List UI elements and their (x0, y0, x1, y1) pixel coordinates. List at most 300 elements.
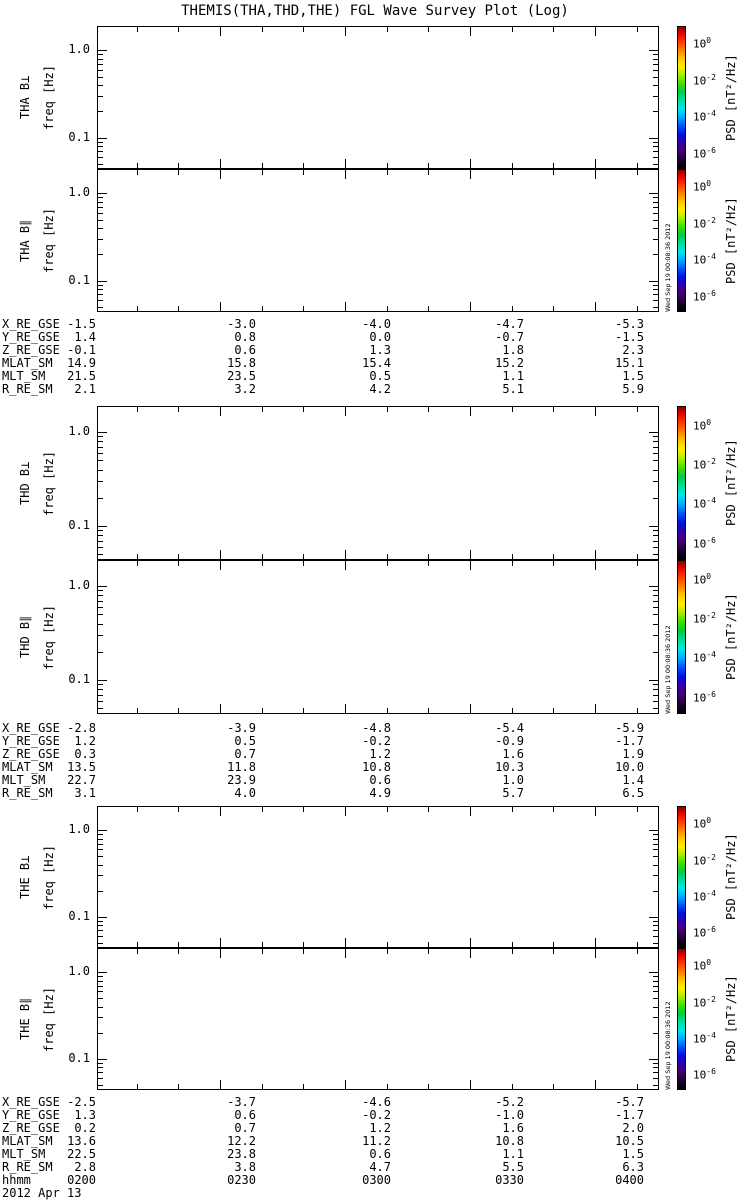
x-tick (595, 807, 596, 816)
ephemeris-row-label: Z_RE_GSE (2, 1121, 60, 1135)
ephemeris-value: -3.0 (227, 317, 256, 331)
y-tick (653, 1072, 658, 1073)
y-tick (653, 70, 658, 71)
y-tick (649, 586, 658, 587)
ephemeris-value: 0.8 (234, 330, 256, 344)
colorbar-tick-label: $10^{-2}$ (693, 216, 716, 231)
ephemeris-value: 1.2 (74, 734, 96, 748)
y-tick (98, 202, 103, 203)
y-tick (98, 285, 103, 286)
x-tick (637, 170, 638, 175)
ephemeris-value: 1.0 (502, 773, 524, 787)
ephemeris-value: 0.3 (74, 747, 96, 761)
y-tick (98, 839, 103, 840)
y-tick (653, 839, 658, 840)
y-tick (98, 689, 103, 690)
ephemeris-value: 10.5 (615, 1134, 644, 1148)
ephemeris-row-label: X_RE_GSE (2, 721, 60, 735)
ephemeris-row-label: Z_RE_GSE (2, 747, 60, 761)
y-tick (653, 541, 658, 542)
x-tick (178, 708, 179, 713)
y-tick (653, 684, 658, 685)
x-tick (345, 159, 346, 168)
ephemeris-value: -2.5 (67, 1095, 96, 1109)
y-tick (653, 607, 658, 608)
ephemeris-value: 10.8 (495, 1134, 524, 1148)
y-tick (649, 50, 658, 51)
ephemeris-value: 13.5 (67, 760, 96, 774)
y-tick (98, 695, 103, 696)
x-tick (428, 163, 429, 168)
y-tick (653, 146, 658, 147)
y-tick (98, 1085, 103, 1086)
y-tick (98, 70, 103, 71)
x-tick (303, 807, 304, 812)
y-tick (653, 164, 658, 165)
x-tick (262, 1084, 263, 1089)
panel-label: THA B⊥ (18, 75, 32, 120)
x-tick (303, 163, 304, 168)
x-tick (387, 306, 388, 311)
ephemeris-row-label: R_RE_SM (2, 382, 53, 396)
y-tick (653, 708, 658, 709)
colorbar-tick-label: $10^{-2}$ (693, 73, 716, 88)
y-tick (98, 1078, 103, 1079)
x-tick (470, 170, 471, 179)
y-tick (653, 875, 658, 876)
y-tick (98, 441, 103, 442)
y-tick (98, 447, 103, 448)
y-tick (653, 614, 658, 615)
x-tick (595, 1080, 596, 1089)
x-tick (220, 170, 221, 179)
y-tick (653, 54, 658, 55)
y-tick (98, 976, 103, 977)
ephemeris-value: 6.3 (622, 1160, 644, 1174)
x-tick (137, 1084, 138, 1089)
ephemeris-value: 1.2 (369, 747, 391, 761)
y-tick-label: 0.1 (68, 130, 90, 144)
ephemeris-value: 22.5 (67, 1147, 96, 1161)
ephemeris-value: 0.6 (234, 1108, 256, 1122)
x-tick (303, 554, 304, 559)
y-tick (653, 652, 658, 653)
ephemeris-row-label: Z_RE_GSE (2, 343, 60, 357)
y-tick (653, 213, 658, 214)
y-tick (98, 164, 103, 165)
x-tick (428, 561, 429, 566)
y-tick (98, 453, 103, 454)
colorbar-tick-label: $10^{-6}$ (693, 1067, 716, 1082)
y-tick (649, 830, 658, 831)
ephemeris-value: 0.6 (369, 1147, 391, 1161)
x-tick (637, 949, 638, 954)
ephemeris-value: 2.1 (74, 382, 96, 396)
x-tick (553, 807, 554, 812)
ephemeris-value: -3.7 (227, 1095, 256, 1109)
y-tick (653, 976, 658, 977)
y-tick (649, 432, 658, 433)
x-tick (137, 807, 138, 812)
ephemeris-value: 12.2 (227, 1134, 256, 1148)
x-tick (178, 407, 179, 412)
ephemeris-value: -4.0 (362, 317, 391, 331)
y-tick (653, 595, 658, 596)
x-tick (512, 708, 513, 713)
spectrogram-panel (97, 806, 659, 948)
y-tick (653, 64, 658, 65)
x-tick (512, 942, 513, 947)
y-tick (653, 254, 658, 255)
x-tick (178, 554, 179, 559)
colorbar-tick-label: $10^{-6}$ (693, 690, 716, 705)
y-tick (653, 1017, 658, 1018)
colorbar-tick-label: $10^{-6}$ (693, 289, 716, 304)
x-tick (220, 302, 221, 311)
y-tick (649, 680, 658, 681)
y-tick (98, 157, 103, 158)
ephemeris-row-label: MLAT_SM (2, 760, 53, 774)
colorbar-tick-label: $10^0$ (693, 572, 712, 587)
colorbar-tick-label: $10^{-4}$ (693, 1031, 716, 1046)
psd-axis-label: PSD [nT²/Hz] (724, 975, 738, 1063)
y-tick (653, 470, 658, 471)
x-tick (470, 807, 471, 816)
x-tick (637, 708, 638, 713)
x-tick (345, 1080, 346, 1089)
colorbar-tick-label: $10^{-2}$ (693, 853, 716, 868)
y-tick (653, 590, 658, 591)
y-tick (98, 708, 103, 709)
y-tick (653, 151, 658, 152)
x-tick (220, 407, 221, 416)
ephemeris-value: 0.6 (369, 773, 391, 787)
x-tick (262, 407, 263, 412)
y-tick (653, 921, 658, 922)
y-tick (653, 285, 658, 286)
x-tick (595, 407, 596, 416)
y-tick (98, 635, 103, 636)
x-tick (595, 159, 596, 168)
x-tick (303, 949, 304, 954)
y-tick (653, 547, 658, 548)
x-tick (220, 550, 221, 559)
ephemeris-row-label: Y_RE_GSE (2, 330, 60, 344)
y-tick (98, 865, 103, 866)
x-tick (387, 708, 388, 713)
y-tick (653, 96, 658, 97)
x-tick (428, 170, 429, 175)
y-tick (653, 891, 658, 892)
x-tick (637, 27, 638, 32)
hhmm-label: hhmm (2, 1173, 31, 1187)
x-tick (262, 27, 263, 32)
x-tick (345, 302, 346, 311)
colorbar (677, 169, 686, 312)
ephemeris-value: 2.3 (622, 343, 644, 357)
ephemeris-value: -5.3 (615, 317, 644, 331)
y-tick (98, 207, 103, 208)
x-tick (512, 170, 513, 175)
y-tick (653, 991, 658, 992)
y-tick (98, 856, 103, 857)
ephemeris-value: 22.7 (67, 773, 96, 787)
x-tick (345, 561, 346, 570)
y-tick (653, 460, 658, 461)
y-tick (98, 601, 103, 602)
y-tick-label: 0.1 (68, 518, 90, 532)
ephemeris-value: 15.2 (495, 356, 524, 370)
x-tick (553, 1084, 554, 1089)
ephemeris-value: -0.2 (362, 1108, 391, 1122)
y-tick (653, 307, 658, 308)
y-tick-label: 0.1 (68, 909, 90, 923)
x-tick (553, 407, 554, 412)
x-tick (220, 807, 221, 816)
y-tick (653, 289, 658, 290)
ephemeris-value: 5.1 (502, 382, 524, 396)
x-tick (637, 807, 638, 812)
y-tick (653, 294, 658, 295)
x-tick (470, 1080, 471, 1089)
ephemeris-value: 10.3 (495, 760, 524, 774)
x-tick (220, 704, 221, 713)
y-tick (653, 943, 658, 944)
panel-label: THD B⊥ (18, 461, 32, 505)
y-tick (653, 453, 658, 454)
ephemeris-value: 1.1 (502, 369, 524, 383)
x-tick (303, 170, 304, 175)
y-tick-label: 1.0 (68, 578, 90, 592)
y-tick (653, 157, 658, 158)
x-tick (553, 554, 554, 559)
ephemeris-row-label: Y_RE_GSE (2, 734, 60, 748)
psd-axis-label: PSD [nT²/Hz] (724, 593, 738, 681)
y-tick (653, 481, 658, 482)
y-tick (98, 432, 107, 433)
ephemeris-value: 1.2 (369, 1121, 391, 1135)
x-tick (553, 306, 554, 311)
x-tick (470, 704, 471, 713)
x-tick (428, 949, 429, 954)
ephemeris-value: -1.5 (615, 330, 644, 344)
y-tick (98, 535, 103, 536)
y-tick (653, 635, 658, 636)
y-tick (653, 1085, 658, 1086)
ephemeris-value: 0.7 (234, 1121, 256, 1135)
x-tick (387, 1084, 388, 1089)
y-tick (98, 936, 103, 937)
y-tick (98, 1072, 103, 1073)
x-tick (262, 561, 263, 566)
x-tick (178, 306, 179, 311)
ephemeris-value: 6.5 (622, 786, 644, 800)
ephemeris-value: -5.7 (615, 1095, 644, 1109)
ephemeris-value: 2.0 (622, 1121, 644, 1135)
y-tick (98, 77, 103, 78)
x-tick (595, 550, 596, 559)
ephemeris-value: 1.3 (74, 1108, 96, 1122)
x-tick (178, 942, 179, 947)
x-tick (553, 949, 554, 954)
y-tick (98, 470, 103, 471)
y-tick-label: 0.1 (68, 672, 90, 686)
ephemeris-value: 3.2 (234, 382, 256, 396)
psd-axis-label: PSD [nT²/Hz] (724, 439, 738, 527)
spectrogram-panel (97, 560, 659, 714)
y-tick (98, 239, 103, 240)
x-tick (470, 561, 471, 570)
y-tick (653, 447, 658, 448)
y-tick (653, 207, 658, 208)
ephemeris-value: 4.9 (369, 786, 391, 800)
ephemeris-value: 14.9 (67, 356, 96, 370)
ephemeris-value: -1.7 (615, 734, 644, 748)
x-tick (470, 550, 471, 559)
y-tick (98, 1017, 103, 1018)
ephemeris-value: 4.0 (234, 786, 256, 800)
ephemeris-row-label: Y_RE_GSE (2, 1108, 60, 1122)
y-tick (653, 844, 658, 845)
ephemeris-value: 1.8 (502, 343, 524, 357)
ephemeris-row-label: MLAT_SM (2, 356, 53, 370)
psd-axis-label: PSD [nT²/Hz] (724, 833, 738, 921)
ephemeris-value: -0.7 (495, 330, 524, 344)
ephemeris-value: -1.0 (495, 1108, 524, 1122)
x-tick (137, 170, 138, 175)
y-tick-label: 0.1 (68, 1051, 90, 1065)
x-tick (220, 27, 221, 36)
y-tick (98, 849, 103, 850)
colorbar-tick-label: $10^0$ (693, 958, 712, 973)
x-tick (637, 561, 638, 566)
y-tick (98, 986, 103, 987)
hhmm-value: 0200 (67, 1173, 96, 1187)
colorbar-tick-label: $10^{-2}$ (693, 457, 716, 472)
ephemeris-value: 0.7 (234, 747, 256, 761)
y-tick (98, 193, 107, 194)
ephemeris-value: 10.8 (362, 760, 391, 774)
y-tick (98, 590, 103, 591)
y-tick (653, 834, 658, 835)
ephemeris-value: -4.7 (495, 317, 524, 331)
x-tick (512, 163, 513, 168)
y-tick (653, 925, 658, 926)
y-tick (98, 526, 107, 527)
x-tick (220, 159, 221, 168)
colorbar-tick-label: $10^0$ (693, 179, 712, 194)
y-tick (98, 96, 103, 97)
ephemeris-value: 1.5 (622, 369, 644, 383)
x-tick (220, 938, 221, 947)
y-tick (653, 197, 658, 198)
x-tick (387, 949, 388, 954)
x-tick (178, 561, 179, 566)
x-tick (428, 807, 429, 812)
hhmm-value: 0400 (615, 1173, 644, 1187)
ephemeris-value: 5.5 (502, 1160, 524, 1174)
freq-axis-label: freq [Hz] (42, 844, 56, 910)
psd-axis-label: PSD [nT²/Hz] (724, 197, 738, 284)
y-tick (98, 294, 103, 295)
y-tick (98, 998, 103, 999)
x-tick (345, 27, 346, 36)
ephemeris-value: 15.1 (615, 356, 644, 370)
y-tick (98, 142, 103, 143)
y-tick (653, 85, 658, 86)
x-tick (470, 159, 471, 168)
colorbar-tick-label: $10^{-4}$ (693, 496, 716, 511)
y-tick (98, 138, 107, 139)
x-tick (428, 708, 429, 713)
y-tick (653, 498, 658, 499)
x-tick (345, 949, 346, 958)
ephemeris-value: -4.6 (362, 1095, 391, 1109)
y-tick (98, 614, 103, 615)
ephemeris-value: 21.5 (67, 369, 96, 383)
y-tick (649, 281, 658, 282)
x-tick (303, 942, 304, 947)
y-tick (98, 917, 107, 918)
psd-axis-label: PSD [nT²/Hz] (724, 54, 738, 141)
ephemeris-value: 11.8 (227, 760, 256, 774)
y-tick (98, 289, 103, 290)
y-tick (649, 526, 658, 527)
y-tick (98, 307, 103, 308)
ephemeris-value: -1.5 (67, 317, 96, 331)
y-tick (98, 554, 103, 555)
x-tick (470, 302, 471, 311)
colorbar-tick-label: $10^{-2}$ (693, 611, 716, 626)
y-tick (653, 530, 658, 531)
x-tick (303, 1084, 304, 1089)
y-tick (98, 50, 107, 51)
y-tick (98, 1007, 103, 1008)
x-tick (428, 942, 429, 947)
y-tick (649, 1059, 658, 1060)
ephemeris-row-label: R_RE_SM (2, 786, 53, 800)
y-tick (98, 834, 103, 835)
x-tick (387, 561, 388, 566)
spectrogram-panel (97, 169, 659, 312)
ephemeris-row-label: X_RE_GSE (2, 317, 60, 331)
x-tick (553, 163, 554, 168)
x-tick (637, 163, 638, 168)
ephemeris-value: 1.1 (502, 1147, 524, 1161)
x-tick (262, 942, 263, 947)
x-tick (262, 554, 263, 559)
x-tick (512, 561, 513, 566)
y-tick (653, 436, 658, 437)
freq-axis-label: freq [Hz] (42, 986, 56, 1052)
x-tick (345, 807, 346, 816)
y-tick (98, 300, 103, 301)
y-tick (653, 865, 658, 866)
hhmm-value: 0330 (495, 1173, 524, 1187)
y-tick (653, 1063, 658, 1064)
x-tick (470, 27, 471, 36)
ephemeris-value: 23.9 (227, 773, 256, 787)
ephemeris-value: -3.9 (227, 721, 256, 735)
ephemeris-value: -0.1 (67, 343, 96, 357)
y-tick (98, 197, 103, 198)
y-tick (653, 930, 658, 931)
y-tick (98, 891, 103, 892)
y-tick (98, 844, 103, 845)
y-tick (653, 849, 658, 850)
y-tick (98, 1033, 103, 1034)
y-tick (649, 972, 658, 973)
